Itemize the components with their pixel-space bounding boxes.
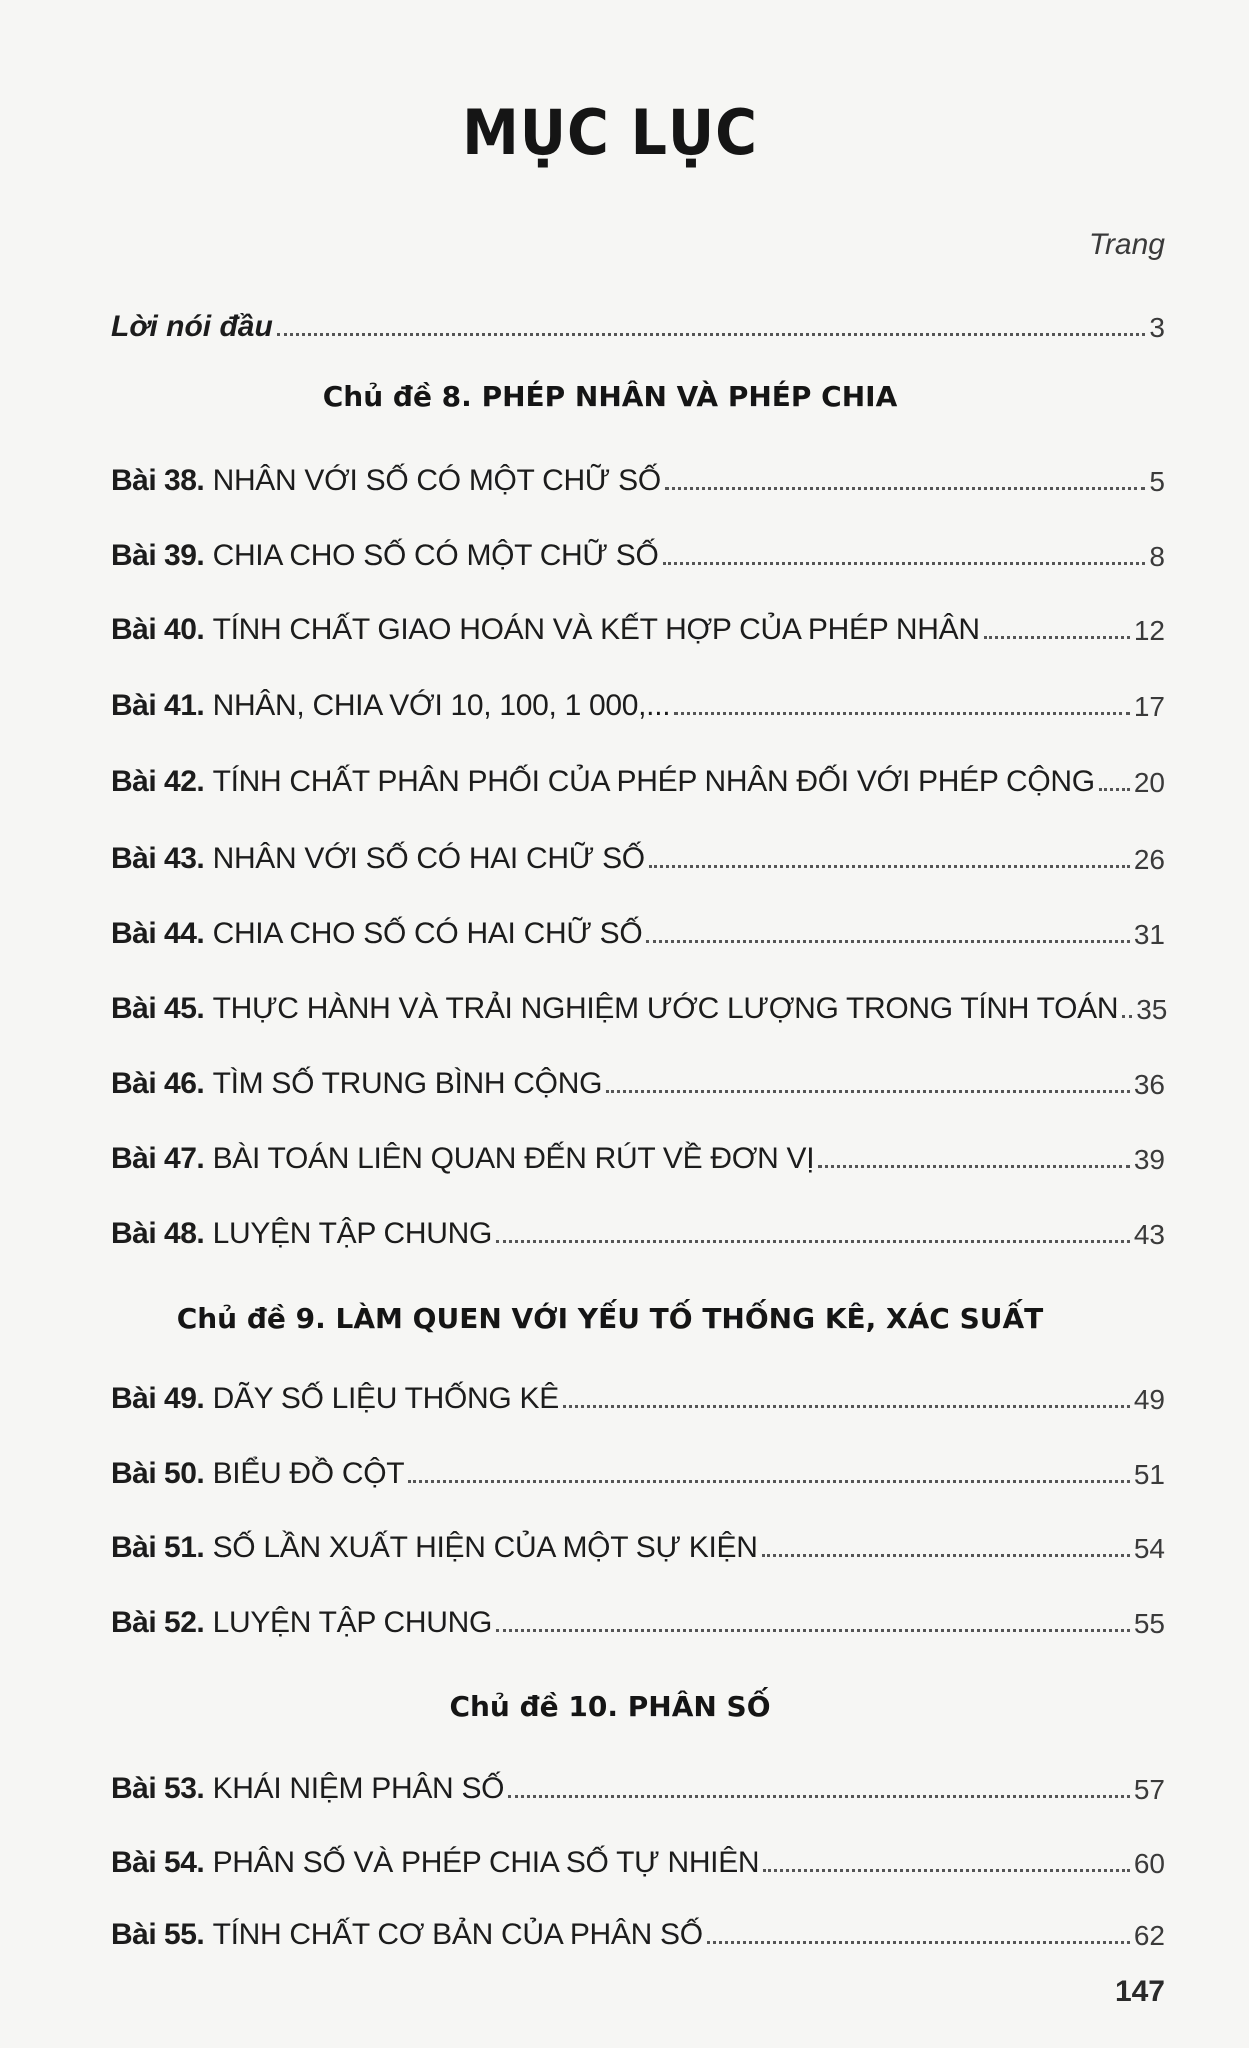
toc-entry-page: 51 xyxy=(1133,1459,1165,1490)
dot-leader xyxy=(1122,1015,1132,1018)
lesson-title: PHÂN SỐ VÀ PHÉP CHIA SỐ TỰ NHIÊN xyxy=(212,1846,760,1879)
toc-entry-page: 26 xyxy=(1133,844,1165,875)
lesson-title: DÃY SỐ LIỆU THỐNG KÊ xyxy=(212,1382,559,1415)
toc-entry[interactable] xyxy=(111,1834,1165,1878)
toc-entry[interactable] xyxy=(111,1205,1165,1249)
lesson-number: Bài 38. xyxy=(111,464,205,497)
toc-entry-page: 5 xyxy=(1149,466,1165,497)
lesson-number: Bài 47. xyxy=(111,1142,205,1175)
toc-entry[interactable] xyxy=(111,1055,1165,1099)
toc-entry[interactable] xyxy=(111,753,1165,797)
dot-leader xyxy=(663,562,1146,565)
toc-entry-page: 17 xyxy=(1133,691,1165,722)
toc-entry-intro[interactable] xyxy=(111,298,1165,342)
lesson-number: Bài 43. xyxy=(111,842,205,875)
dot-leader xyxy=(762,1554,1130,1557)
toc-entry-page: 36 xyxy=(1133,1069,1165,1100)
toc-entry-page: 54 xyxy=(1133,1533,1165,1564)
toc-entry[interactable] xyxy=(111,1760,1165,1804)
toc-entry-page: 60 xyxy=(1133,1848,1165,1879)
dot-leader xyxy=(665,487,1146,490)
lesson-number: Bài 46. xyxy=(111,1067,205,1100)
toc-entry[interactable] xyxy=(111,527,1165,571)
topic-heading-8 xyxy=(0,380,1220,413)
lesson-title: THỰC HÀNH VÀ TRẢI NGHIỆM ƯỚC LƯỢNG TRONG TÍNH TOÁN xyxy=(212,992,1119,1025)
dot-leader xyxy=(707,1941,1130,1944)
lesson-title: NHÂN VỚI SỐ CÓ MỘT CHỮ SỐ xyxy=(212,464,661,497)
lesson-title: SỐ LẦN XUẤT HIỆN CỦA MỘT SỰ KIỆN xyxy=(212,1531,758,1564)
toc-entry-page: 39 xyxy=(1133,1144,1165,1175)
topic-name: LÀM QUEN VỚI YẾU TỐ THỐNG KÊ, XÁC SUẤT xyxy=(335,1302,1044,1335)
lesson-number: Bài 54. xyxy=(111,1846,205,1879)
lesson-number: Bài 42. xyxy=(111,765,205,798)
toc-entry[interactable] xyxy=(111,980,1168,1025)
toc-entry[interactable] xyxy=(111,1519,1165,1563)
topic-heading-9 xyxy=(0,1302,1220,1335)
lesson-title: BÀI TOÁN LIÊN QUAN ĐẾN RÚT VỀ ĐƠN VỊ xyxy=(212,1142,815,1175)
page-column-label: Trang xyxy=(1088,228,1165,261)
lesson-number: Bài 53. xyxy=(111,1772,205,1805)
toc-entry-page: 43 xyxy=(1133,1219,1165,1250)
lesson-number: Bài 41. xyxy=(111,689,205,722)
dot-leader xyxy=(818,1165,1130,1168)
toc-entry[interactable] xyxy=(111,905,1165,949)
lesson-title: NHÂN VỚI SỐ CÓ HAI CHỮ SỐ xyxy=(212,842,645,875)
dot-leader xyxy=(563,1405,1130,1408)
dot-leader xyxy=(1099,788,1130,791)
toc-entry[interactable] xyxy=(111,452,1165,496)
lesson-number: Bài 55. xyxy=(111,1918,205,1951)
toc-entry[interactable] xyxy=(111,1370,1165,1414)
toc-entry-page: 12 xyxy=(1133,615,1165,646)
topic-number: Chủ đề 9. xyxy=(176,1302,326,1335)
lesson-title: LUYỆN TẬP CHUNG xyxy=(212,1606,493,1639)
topic-number: Chủ đề 10. xyxy=(449,1690,618,1723)
toc-entry-page: 20 xyxy=(1133,767,1165,798)
lesson-title: KHÁI NIỆM PHÂN SỐ xyxy=(212,1772,505,1805)
toc-entry-page: 62 xyxy=(1133,1920,1165,1951)
toc-entry[interactable] xyxy=(111,1594,1165,1638)
lesson-title: TÍNH CHẤT PHÂN PHỐI CỦA PHÉP NHÂN ĐỐI VỚI PHÉP CỘNG xyxy=(212,765,1095,798)
lesson-number: Bài 52. xyxy=(111,1606,205,1639)
dot-leader xyxy=(408,1480,1130,1483)
dot-leader xyxy=(646,940,1129,943)
page-title: MỤC LỤC xyxy=(462,96,758,169)
lesson-title: CHIA CHO SỐ CÓ MỘT CHỮ SỐ xyxy=(212,539,659,572)
dot-leader xyxy=(763,1869,1130,1872)
toc-entry-label: Lời nói đầu xyxy=(111,310,273,343)
toc-entry-page: 31 xyxy=(1133,919,1165,950)
lesson-title: TÍNH CHẤT CƠ BẢN CỦA PHÂN SỐ xyxy=(212,1918,703,1951)
lesson-title: TÍNH CHẤT GIAO HOÁN VÀ KẾT HỢP CỦA PHÉP NHÂN xyxy=(212,613,980,646)
dot-leader xyxy=(606,1090,1130,1093)
lesson-number: Bài 45. xyxy=(111,992,205,1025)
toc-entry[interactable] xyxy=(111,677,1165,721)
lesson-title: CHIA CHO SỐ CÓ HAI CHỮ SỐ xyxy=(212,917,643,950)
topic-number: Chủ đề 8. xyxy=(322,380,472,413)
dot-leader xyxy=(496,1240,1130,1243)
lesson-title: NHÂN, CHIA VỚI 10, 100, 1 000,... xyxy=(212,689,671,722)
toc-entry[interactable] xyxy=(111,1130,1165,1174)
toc-entry-page: 49 xyxy=(1133,1384,1165,1415)
lesson-title: LUYỆN TẬP CHUNG xyxy=(212,1217,493,1250)
toc-entry[interactable] xyxy=(111,601,1165,645)
toc-entry[interactable] xyxy=(111,1906,1165,1950)
lesson-title: TÌM SỐ TRUNG BÌNH CỘNG xyxy=(212,1067,603,1100)
dot-leader xyxy=(674,712,1130,715)
toc-entry-page: 8 xyxy=(1149,541,1165,572)
page-number: 147 xyxy=(1114,1975,1165,2008)
lesson-number: Bài 50. xyxy=(111,1457,205,1490)
lesson-number: Bài 51. xyxy=(111,1531,205,1564)
toc-entry-page: 35 xyxy=(1136,994,1168,1025)
dot-leader xyxy=(508,1795,1130,1798)
toc-entry-page: 55 xyxy=(1133,1608,1165,1639)
dot-leader xyxy=(984,636,1130,639)
lesson-number: Bài 49. xyxy=(111,1382,205,1415)
toc-entry-page: 3 xyxy=(1149,312,1165,343)
toc-entry[interactable] xyxy=(111,830,1165,874)
lesson-number: Bài 39. xyxy=(111,539,205,572)
lesson-title: BIỂU ĐỒ CỘT xyxy=(212,1457,405,1490)
dot-leader xyxy=(649,865,1130,868)
toc-entry-page: 57 xyxy=(1133,1774,1165,1805)
dot-leader xyxy=(277,333,1146,336)
toc-entry[interactable] xyxy=(111,1445,1165,1489)
lesson-number: Bài 40. xyxy=(111,613,205,646)
lesson-number: Bài 48. xyxy=(111,1217,205,1250)
lesson-number: Bài 44. xyxy=(111,917,205,950)
topic-name: PHÉP NHÂN VÀ PHÉP CHIA xyxy=(481,380,898,413)
topic-name: PHÂN SỐ xyxy=(627,1690,771,1723)
topic-heading-10 xyxy=(0,1690,1220,1723)
dot-leader xyxy=(496,1629,1130,1632)
